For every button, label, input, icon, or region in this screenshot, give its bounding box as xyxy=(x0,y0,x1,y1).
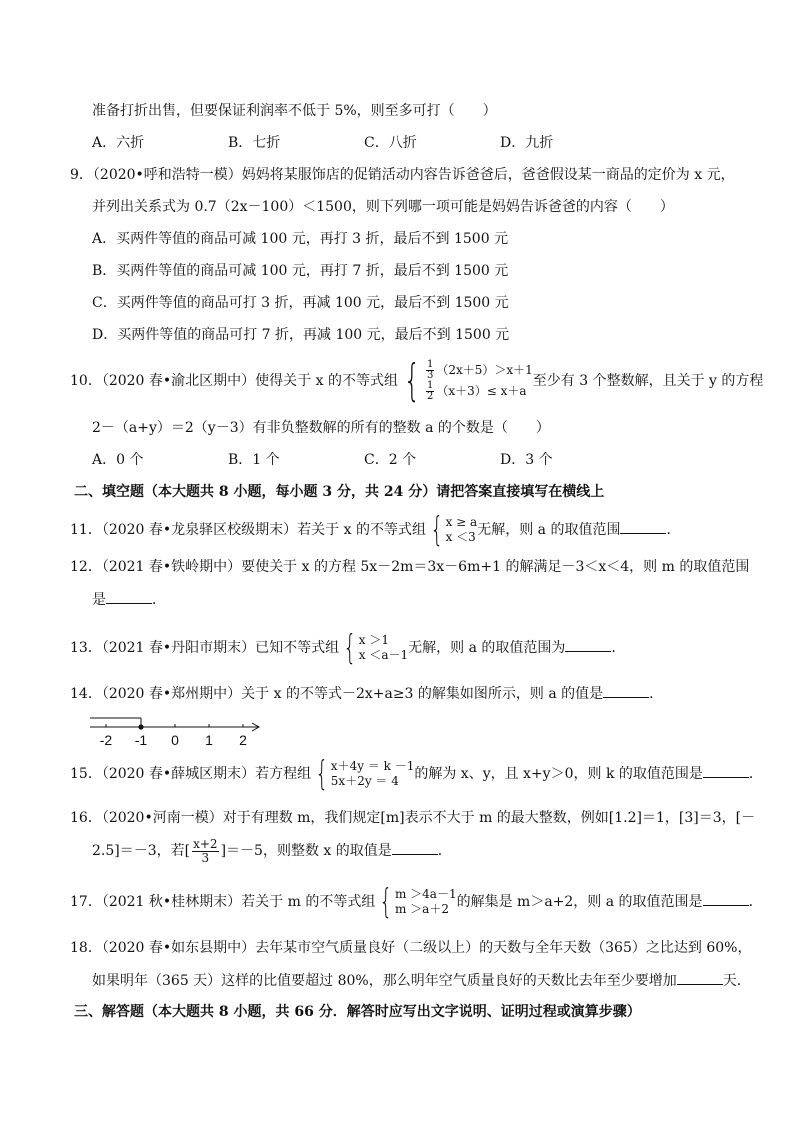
q8-option-c: C．八折 xyxy=(364,135,417,151)
q9-stem-line2: 并列出关系式为 0.7（2x－100）＜1500，则下列哪一项可能是妈妈告诉爸爸的内容（ ） xyxy=(92,199,674,215)
q10-option-c: C．2 个 xyxy=(364,452,417,468)
tick-label: -1 xyxy=(134,732,148,748)
q12-line2: 是 ． xyxy=(92,589,166,610)
q10-option-a: A．0 个 xyxy=(92,452,144,468)
q18-line2: 如果明年（365 天）这样的比值要超过 80%，那么明年空气质量良好的天数比去年至少要增加 天． xyxy=(92,970,751,991)
q18-answer-blank xyxy=(677,970,723,985)
q10-post: 至少有 3 个整数解，且关于 y 的方程 xyxy=(532,373,764,389)
q10-option-b: B．1 个 xyxy=(228,452,280,468)
q18-line1: 18．（2020 春•如东县期中）去年某市空气质量良好（二级以上）的天数与全年天数（365）之比达到 60%， xyxy=(70,940,752,956)
tick-label: -2 xyxy=(99,732,113,748)
q14: 14．（2020 春•郑州期中）关于 x 的不等式－2x+a≥3 的解集如图所示，则 a 的值是 ． xyxy=(70,683,663,704)
q12-answer-blank xyxy=(106,589,152,604)
section-2-heading: 二、填空题（本大题共 8 小题，每小题 3 分，共 24 分）请把答案直接填写在横线上 xyxy=(74,484,605,500)
q9-option-a: A．买两件等值的商品可减 100 元，再打 3 折，最后不到 1500 元 xyxy=(92,231,509,247)
brace-icon: { xyxy=(343,628,357,668)
q10-stem-line2: 2－（a+y）＝2（y－3）有非负整数解的所有的整数 a 的个数是（ ） xyxy=(92,420,550,436)
q14-number-line xyxy=(86,713,266,749)
q17-system: { m ＞4a－1 m ＞a＋2 xyxy=(379,882,457,922)
q13-system: { x ＞1 x ＜a－1 xyxy=(343,628,409,668)
q16-line1: 16．（2020•河南一模）对于有理数 m，我们规定[m]表示不大于 m 的最大整数，例如[1.2]＝1，[3]＝3，[－ xyxy=(70,810,756,826)
q11: 11．（2020 春•龙泉驿区校级期末）若关于 x 的不等式组 { x ≥ a x ＜3 无解，则 a 的取值范围 ． xyxy=(70,510,681,550)
q15-answer-blank xyxy=(703,763,749,778)
q8-option-d: D．九折 xyxy=(500,135,554,151)
q11-answer-blank xyxy=(620,519,666,534)
q9-stem-line1: 9．（2020•呼和浩特一模）妈妈将某服饰店的促销活动内容告诉爸爸后，爸爸假设某一商品的定价为 x 元， xyxy=(70,167,735,183)
section-3-heading: 三、解答题（本大题共 8 小题，共 66 分．解答时应写出文字说明、证明过程或演算步骤） xyxy=(74,1004,641,1020)
q13: 13．（2021 春•丹阳市期末）已知不等式组 { x ＞1 x ＜a－1 无解，则 a 的取值范围为 ． xyxy=(70,628,626,668)
q10-stem-line1 xyxy=(70,355,764,406)
q9-option-c: C．买两件等值的商品可打 3 折，再减 100 元，最后不到 1500 元 xyxy=(92,295,509,311)
q14-answer-blank xyxy=(603,683,649,698)
q15-system: { x＋4y ＝ k －1 5x＋2y ＝ 4 xyxy=(315,754,415,794)
q9-option-d: D．买两件等值的商品可打 7 折，再减 100 元，最后不到 1500 元 xyxy=(92,327,510,343)
q8-stem: 准备打折出售，但要保证利润率不低于 5%，则至多可打（ ） xyxy=(92,103,497,119)
q9-option-b: B．买两件等值的商品可减 100 元，再打 7 折，最后不到 1500 元 xyxy=(92,263,509,279)
brace-icon: { xyxy=(315,754,329,794)
q10-ineq2: $\frac{1}{2}$ （x＋3）≤ x＋a xyxy=(426,380,527,402)
brace-icon: { xyxy=(379,882,393,922)
q12-line1: 12．（2021 春•铁岭期中）要使关于 x 的方程 5x－2m＝3x－6m+1 的解满足－3＜x＜4，则 m 的取值范围 xyxy=(70,559,750,575)
q17: 17．（2021 秋•桂林期末）若关于 m 的不等式组 { m ＞4a－1 m ＞a＋2 的解集是 m＞a+2，则 a 的取值范围是 ． xyxy=(70,882,763,922)
q16-fraction: $\frac{x+2}{3}$ xyxy=(193,836,218,865)
q16-line2: 2.5]＝－3，若[ $\frac{x+2}{3}$ ]＝－5，则整数 x 的取值是 ． xyxy=(92,836,452,865)
q11-system: { x ≥ a x ＜3 xyxy=(430,510,478,550)
tick-label: 0 xyxy=(171,732,179,748)
brace-icon: { xyxy=(430,510,444,550)
q15: 15．（2020 春•薛城区期末）若方程组 { x＋4y ＝ k －1 5x＋2y ＝ 4 的解为 x、y，且 x+y＞0，则 k 的取值范围是 ． xyxy=(70,754,763,794)
q8-options xyxy=(92,133,553,153)
q13-answer-blank xyxy=(565,637,611,652)
q10-option-d: D．3 个 xyxy=(500,452,553,468)
q10-inequality-system xyxy=(398,355,533,406)
q10-ineq1: $\frac{1}{3}$ （2x＋5）＞x＋1 xyxy=(426,359,533,381)
q8-option-a: A．六折 xyxy=(92,135,145,151)
brace-icon: { xyxy=(403,355,421,406)
q10-options xyxy=(92,450,553,470)
q10-pre: 10．（2020 春•渝北区期中）使得关于 x 的不等式组 xyxy=(70,373,398,389)
tick-label: 2 xyxy=(239,732,247,748)
q17-answer-blank xyxy=(703,891,749,906)
q8-option-b: B．七折 xyxy=(228,135,281,151)
q16-answer-blank xyxy=(392,840,438,855)
tick-label: 1 xyxy=(205,732,213,748)
